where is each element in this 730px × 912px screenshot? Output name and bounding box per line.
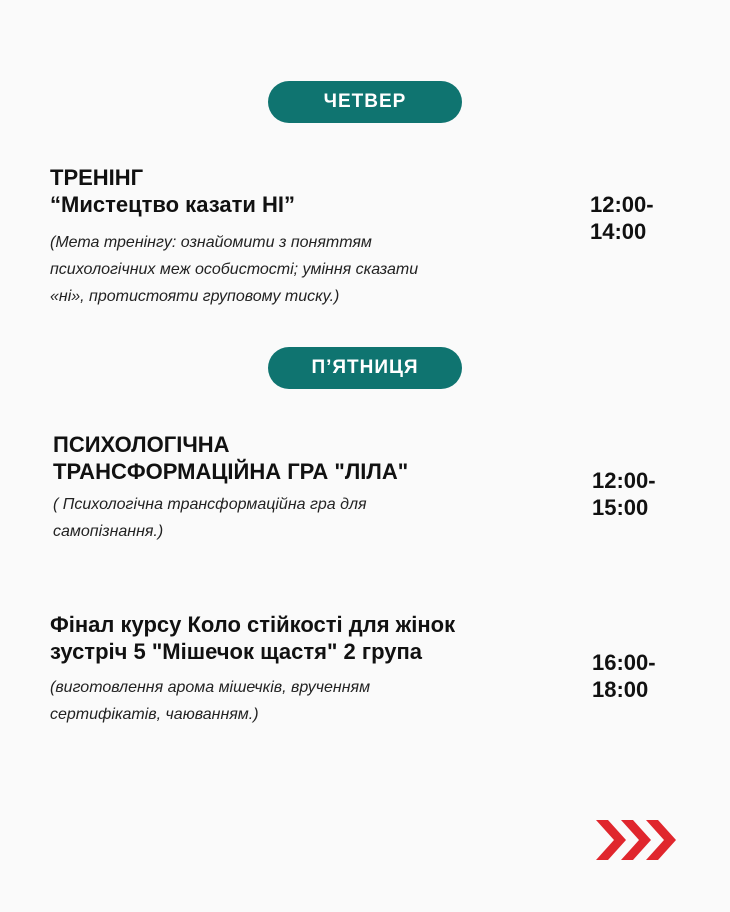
event-description-line: «ні», протистояти груповому тиску.) — [50, 288, 340, 305]
event-time-end: 18:00 — [592, 677, 649, 702]
triple-chevron-right-icon[interactable] — [594, 818, 678, 862]
event-title-line: зустріч 5 "Мішечок щастя" 2 група — [50, 639, 422, 664]
event-time-start: 12:00- — [592, 468, 656, 493]
event-description-line: психологічних меж особистості; уміння сказати — [50, 261, 419, 278]
event-title-line: Фінал курсу Коло стійкості для жінок — [50, 612, 456, 637]
event-time-start: 16:00- — [592, 650, 656, 675]
event-title — [50, 611, 455, 665]
event-description — [53, 491, 367, 545]
event-time — [592, 467, 656, 521]
event-description-line: (виготовлення арома мішечків, врученням — [50, 679, 371, 696]
event-time-start: 12:00- — [590, 192, 654, 217]
event-title — [50, 164, 295, 218]
event-time-end: 14:00 — [590, 219, 647, 244]
event-title-line: ТРЕНІНГ — [50, 165, 144, 190]
event-title-line: ТРАНСФОРМАЦІЙНА ГРА "ЛІЛА" — [53, 459, 409, 484]
event-title — [53, 431, 408, 485]
event-description-line: (Мета тренінгу: ознайомити з поняттям — [50, 234, 372, 251]
event-time — [592, 649, 656, 703]
event-time-end: 15:00 — [592, 495, 649, 520]
day-label-friday: П’ЯТНИЦЯ — [268, 347, 462, 389]
day-label-thursday: ЧЕТВЕР — [268, 81, 462, 123]
event-title-line: ПСИХОЛОГІЧНА — [53, 432, 230, 457]
event-title-line: “Мистецтво казати НІ” — [50, 192, 295, 217]
event-description — [50, 674, 370, 728]
event-description-line: ( Психологічна трансформаційна гра для — [53, 496, 367, 513]
event-description — [50, 229, 418, 310]
event-description-line: самопізнання.) — [53, 523, 164, 540]
event-time — [590, 191, 654, 245]
event-description-line: сертифікатів, чаюванням.) — [50, 706, 259, 723]
